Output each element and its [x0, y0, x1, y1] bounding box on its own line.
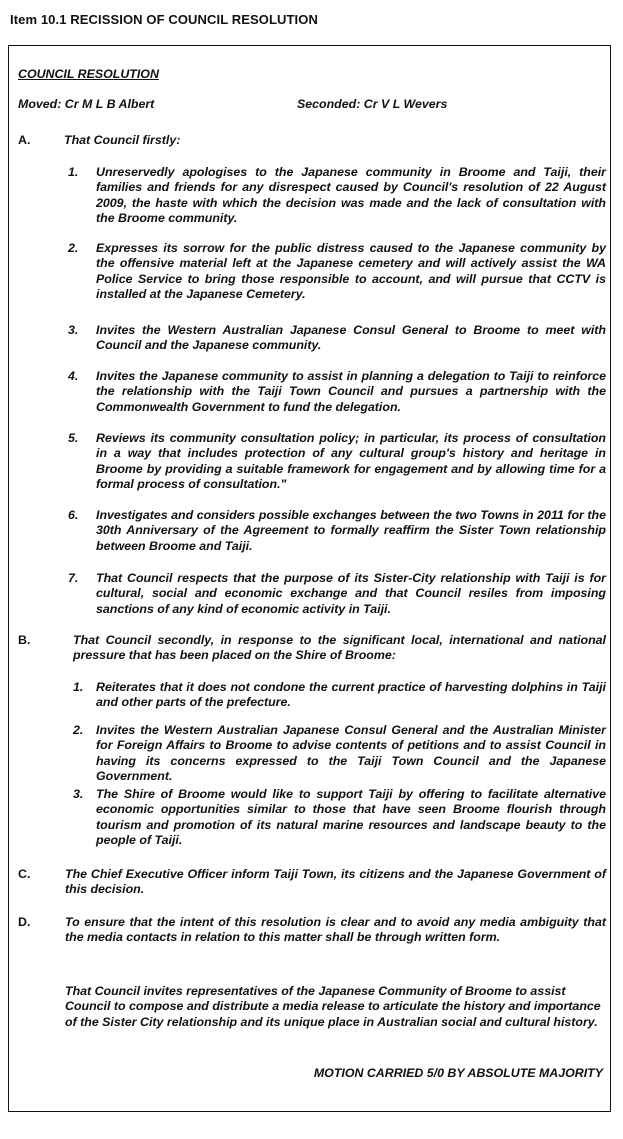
a-item-text: Invites the Western Australian Japanese Consul General to Broome to meet with Council and the Japanese community.: [96, 323, 606, 353]
a-item-number: 7.: [68, 571, 79, 585]
resolution-title: COUNCIL RESOLUTION: [18, 67, 159, 81]
b-item-text: Reiterates that it does not condone the current practice of harvesting dolphins in Taiji and other parts of the prefecture.: [96, 680, 606, 710]
seconded-by: Seconded: Cr V L Wevers: [297, 97, 448, 111]
b-item-text: The Shire of Broome would like to support Taiji by offering to facilitate alternative economic opportunities similar to those that have seen Broome flourish through tourism and promotion of its natural marine resources and landscape beauty to the people of Taiji.: [96, 787, 606, 847]
a-item-text: Investigates and considers possible exchanges between the two Towns in 2011 for the 30th Anniversary of the Agreement to formally reaffirm the Sister Town relationship between Broome and Taiji.: [96, 508, 606, 553]
a-item-text: Unreservedly apologises to the Japanese community in Broome and Taiji, their families and friends for any disrespect caused by Council's resolution of 22 August 2009, the haste with which the decision was made and the lack of consultation with the Broome community.: [96, 165, 606, 225]
section-b-label: B.: [18, 633, 31, 647]
section-c-text: The Chief Executive Officer inform Taiji Town, its citizens and the Japanese Government of this decision.: [65, 867, 606, 897]
motion-result: MOTION CARRIED 5/0 BY ABSOLUTE MAJORITY: [313, 1066, 603, 1080]
a-item-text: Reviews its community consultation policy; in particular, its process of consultation in a way that includes protection of any cultural group's history and heritage in Broome by providing a suitable framework for engagement and by allowing time for a formal process of consultation.": [96, 431, 606, 491]
section-d-label: D.: [18, 915, 31, 929]
item-heading: Item 10.1 RECISSION OF COUNCIL RESOLUTION: [10, 12, 318, 27]
b-item-number: 3.: [73, 787, 84, 801]
section-d-extra: That Council invites representatives of the Japanese Community of Broome to assist Council to compose and distribute a media release to articulate the history and importance of the Sister City relationship and its unique place in Australian social and cultural history.: [65, 984, 601, 1029]
b-item-number: 1.: [73, 680, 84, 694]
a-item-number: 6.: [68, 508, 79, 522]
a-item-number: 2.: [68, 241, 79, 255]
moved-by: Moved: Cr M L B Albert: [18, 97, 155, 111]
b-item-text: Invites the Western Australian Japanese Consul General and the Australian Minister for Foreign Affairs to Broome to advise contents of petitions and to assist Council in having its concerns expressed to the Taiji Town Council and the Japanese Government.: [96, 723, 606, 783]
section-c-label: C.: [18, 867, 31, 881]
a-item-text: Expresses its sorrow for the public distress caused to the Japanese community by the offensive material left at the Japanese cemetery and will actively assist the WA Police Service to bring those responsible to account, and will pursue that CCTV is installed at the Japanese Cemetery.: [96, 241, 606, 301]
section-d-text: To ensure that the intent of this resolution is clear and to avoid any media ambiguity that the media contacts in relation to this matter shall be through written form.: [65, 915, 606, 945]
section-b-intro: That Council secondly, in response to the significant local, international and national pressure that has been placed on the Shire of Broome:: [73, 633, 606, 663]
a-item-number: 5.: [68, 431, 79, 445]
a-item-number: 3.: [68, 323, 79, 337]
section-a-label: A.: [18, 133, 31, 147]
a-item-text: Invites the Japanese community to assist in planning a delegation to Taiji to reinforce the relationship with the Taiji Town Council and pursues a partnership with the Commonwealth Government to fund the delegation.: [96, 369, 606, 414]
b-item-number: 2.: [73, 723, 84, 737]
a-item-text: That Council respects that the purpose of its Sister-City relationship with Taiji is for cultural, social and economic exchange and that Council resiles from imposing sanctions of any kind of economic activity in Taiji.: [96, 571, 606, 616]
section-a-intro: That Council firstly:: [64, 133, 181, 147]
a-item-number: 4.: [68, 369, 79, 383]
a-item-number: 1.: [68, 165, 79, 179]
